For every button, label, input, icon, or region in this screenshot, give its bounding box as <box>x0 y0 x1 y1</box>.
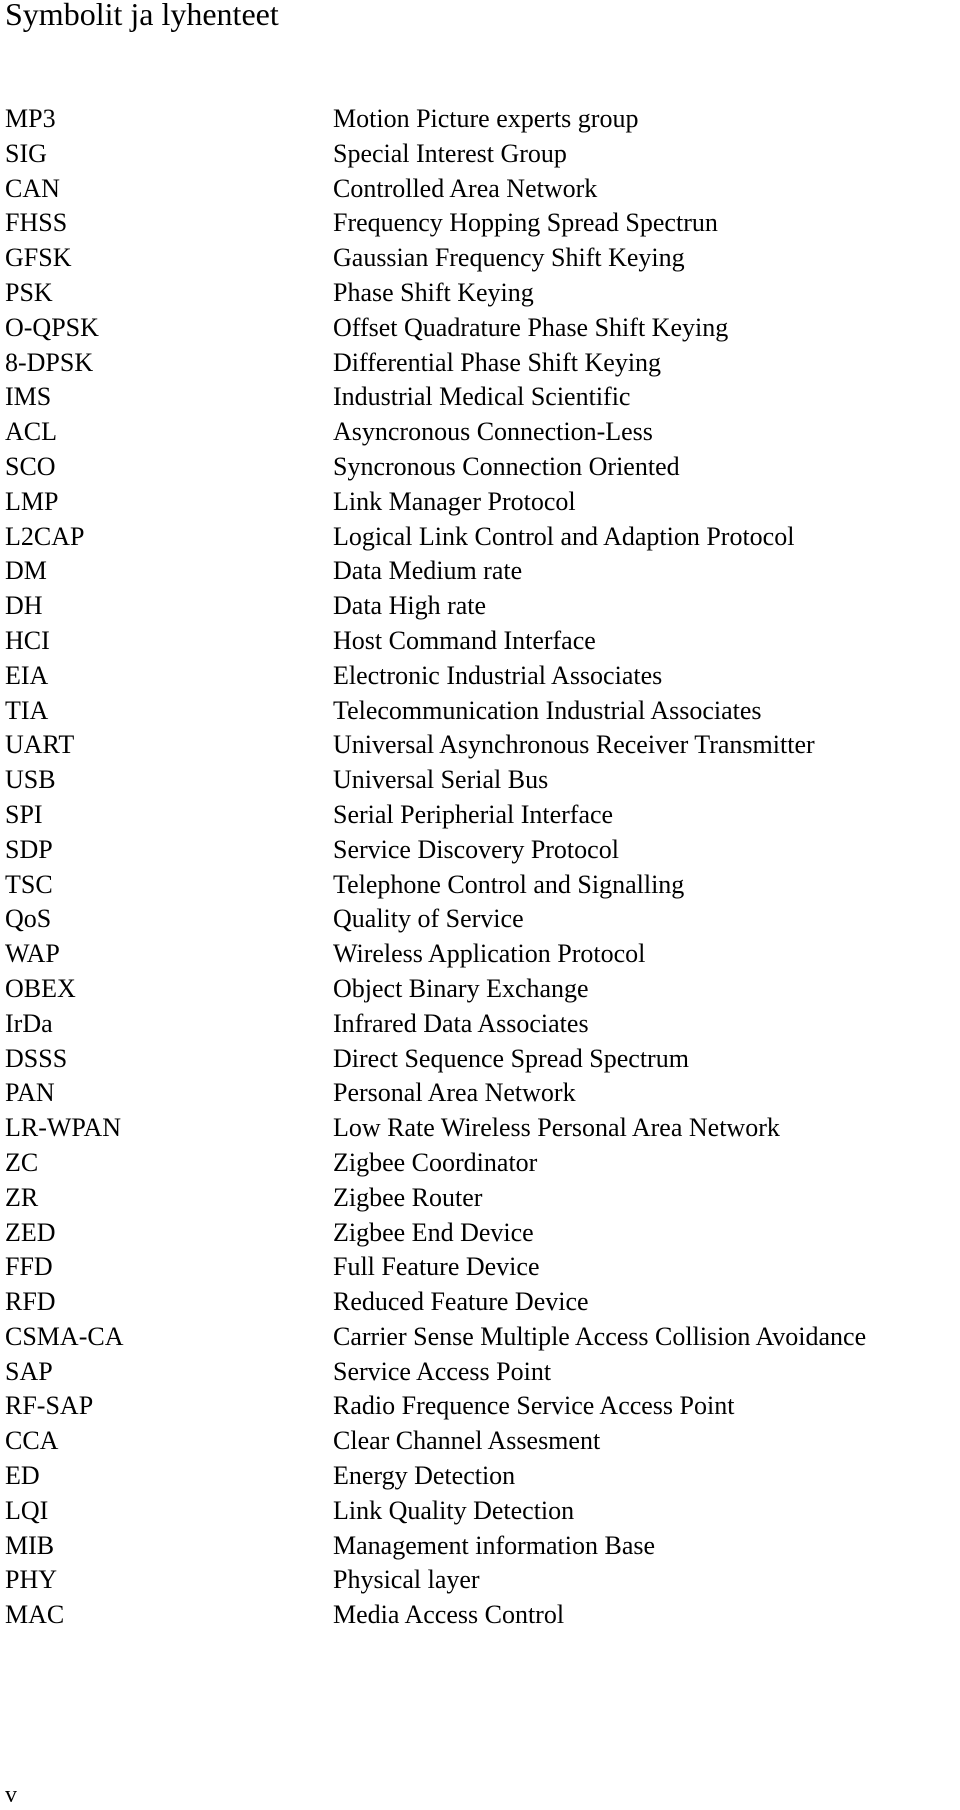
abbreviation-row <box>5 1598 960 1633</box>
definition: Offset Quadrature Phase Shift Keying <box>333 312 729 342</box>
abbreviation-row <box>5 624 960 659</box>
definition: Frequency Hopping Spread Spectrun <box>333 208 718 238</box>
abbreviation-row <box>5 102 960 137</box>
definition: Industrial Medical Scientific <box>333 382 631 412</box>
definition: Data Medium rate <box>333 556 523 586</box>
abbreviation: SCO <box>5 451 56 481</box>
abbreviation: ED <box>5 1461 40 1491</box>
abbreviation: O-QPSK <box>5 312 99 342</box>
abbreviation: ACL <box>5 417 57 447</box>
definition: Asyncronous Connection-Less <box>333 417 653 447</box>
abbreviation: LR-WPAN <box>5 1113 122 1143</box>
abbreviation-row <box>5 1494 960 1529</box>
definition: Link Manager Protocol <box>333 486 576 516</box>
abbreviation-row <box>5 1320 960 1355</box>
abbreviation-row <box>5 1389 960 1424</box>
abbreviation-row <box>5 798 960 833</box>
abbreviation: MIB <box>5 1530 55 1560</box>
definition: Zigbee End Device <box>333 1217 534 1247</box>
abbreviation: HCI <box>5 625 50 655</box>
definition: Infrared Data Associates <box>333 1008 589 1038</box>
abbreviation: LMP <box>5 486 59 516</box>
definition: Zigbee Router <box>333 1182 483 1212</box>
abbreviation-row <box>5 1563 960 1598</box>
abbreviation-row <box>5 554 960 589</box>
definition: Personal Area Network <box>333 1078 576 1108</box>
definition: Energy Detection <box>333 1461 516 1491</box>
abbreviation-row <box>5 1146 960 1181</box>
abbreviation: IMS <box>5 382 52 412</box>
abbreviation-row <box>5 311 960 346</box>
abbreviation-row <box>5 485 960 520</box>
abbreviation-row <box>5 937 960 972</box>
definition: Object Binary Exchange <box>333 973 589 1003</box>
abbreviation: FHSS <box>5 208 68 238</box>
abbreviation: DSSS <box>5 1043 68 1073</box>
abbreviation: MAC <box>5 1600 65 1630</box>
definition: Serial Peripherial Interface <box>333 799 614 829</box>
abbreviation-row <box>5 520 960 555</box>
definition: Carrier Sense Multiple Access Collision Avoidance <box>333 1321 867 1351</box>
abbreviation: DM <box>5 556 47 586</box>
abbreviation-row <box>5 137 960 172</box>
definition: Direct Sequence Spread Spectrum <box>333 1043 689 1073</box>
definition: Data High rate <box>333 591 487 621</box>
abbreviation: RFD <box>5 1287 56 1317</box>
definition: Wireless Application Protocol <box>333 939 646 969</box>
definition: Special Interest Group <box>333 138 567 168</box>
abbreviation-row <box>5 728 960 763</box>
abbreviation: PAN <box>5 1078 55 1108</box>
abbreviation: CAN <box>5 173 60 203</box>
definition: Universal Serial Bus <box>333 765 549 795</box>
definition: Gaussian Frequency Shift Keying <box>333 243 685 273</box>
abbreviation: ZC <box>5 1147 39 1177</box>
definition: Universal Asynchronous Receiver Transmitter <box>333 730 815 760</box>
abbreviation: SPI <box>5 799 43 829</box>
definition: Controlled Area Network <box>333 173 598 203</box>
definition: Management information Base <box>333 1530 656 1560</box>
abbreviation: FFD <box>5 1252 53 1282</box>
abbreviation-row <box>5 450 960 485</box>
definition: Link Quality Detection <box>333 1495 575 1525</box>
definition: Service Access Point <box>333 1356 552 1386</box>
abbreviation-row <box>5 346 960 381</box>
abbreviation: ZED <box>5 1217 56 1247</box>
abbreviation-row <box>5 276 960 311</box>
definition: Electronic Industrial Associates <box>333 660 663 690</box>
definition: Telecommunication Industrial Associates <box>333 695 762 725</box>
abbreviation-row <box>5 172 960 207</box>
abbreviation-row <box>5 1459 960 1494</box>
definition: Syncronous Connection Oriented <box>333 451 680 481</box>
abbreviation-row <box>5 1007 960 1042</box>
abbreviation-row <box>5 1042 960 1077</box>
abbreviation-row <box>5 1216 960 1251</box>
abbreviation-row <box>5 1111 960 1146</box>
definition: Physical layer <box>333 1565 480 1595</box>
definition: Reduced Feature Device <box>333 1287 589 1317</box>
definition: Radio Frequence Service Access Point <box>333 1391 735 1421</box>
abbreviation-row <box>5 1529 960 1564</box>
definition: Telephone Control and Signalling <box>333 869 685 899</box>
abbreviation-list <box>5 102 960 1633</box>
abbreviation-row <box>5 833 960 868</box>
abbreviation: 8-DPSK <box>5 347 94 377</box>
abbreviation: SIG <box>5 138 47 168</box>
abbreviation: EIA <box>5 660 49 690</box>
abbreviation-row <box>5 1424 960 1459</box>
abbreviation: L2CAP <box>5 521 85 551</box>
abbreviation-row <box>5 902 960 937</box>
definition: Zigbee Coordinator <box>333 1147 538 1177</box>
abbreviation: IrDa <box>5 1008 53 1038</box>
abbreviation: ZR <box>5 1182 39 1212</box>
definition: Full Feature Device <box>333 1252 540 1282</box>
definition: Logical Link Control and Adaption Protocol <box>333 521 795 551</box>
abbreviation-row <box>5 1250 960 1285</box>
definition: Service Discovery Protocol <box>333 834 619 864</box>
abbreviation: TIA <box>5 695 49 725</box>
abbreviation-row <box>5 763 960 798</box>
abbreviation: LQI <box>5 1495 49 1525</box>
abbreviation: CCA <box>5 1426 59 1456</box>
definition: Motion Picture experts group <box>333 104 639 133</box>
abbreviation: GFSK <box>5 243 72 273</box>
abbreviation-row <box>5 1076 960 1111</box>
definition: Host Command Interface <box>333 625 596 655</box>
abbreviation: USB <box>5 765 56 795</box>
abbreviation-row <box>5 659 960 694</box>
abbreviation-row <box>5 380 960 415</box>
page-number: v <box>5 1782 17 1808</box>
page-title: Symbolit ja lyhenteet <box>5 0 279 32</box>
abbreviation: MP3 <box>5 104 56 133</box>
abbreviation: WAP <box>5 939 60 969</box>
definition: Phase Shift Keying <box>333 277 534 307</box>
abbreviation: PSK <box>5 277 53 307</box>
abbreviation: DH <box>5 591 43 621</box>
abbreviation-row <box>5 1355 960 1390</box>
abbreviation: UART <box>5 730 75 760</box>
abbreviation: SDP <box>5 834 53 864</box>
abbreviation: SAP <box>5 1356 53 1386</box>
abbreviation: PHY <box>5 1565 58 1595</box>
abbreviation-row <box>5 241 960 276</box>
abbreviation-row <box>5 1181 960 1216</box>
abbreviation-row <box>5 589 960 624</box>
abbreviation-row <box>5 868 960 903</box>
definition: Quality of Service <box>333 904 524 934</box>
abbreviation: OBEX <box>5 973 76 1003</box>
definition: Differential Phase Shift Keying <box>333 347 662 377</box>
abbreviation: QoS <box>5 904 52 934</box>
abbreviation-row <box>5 972 960 1007</box>
abbreviation: TSC <box>5 869 53 899</box>
abbreviation-row <box>5 694 960 729</box>
abbreviation: CSMA-CA <box>5 1321 124 1351</box>
abbreviation-row <box>5 1285 960 1320</box>
abbreviation-row <box>5 415 960 450</box>
definition: Low Rate Wireless Personal Area Network <box>333 1113 780 1143</box>
abbreviation-row <box>5 206 960 241</box>
abbreviation: RF-SAP <box>5 1391 94 1421</box>
definition: Media Access Control <box>333 1600 565 1630</box>
definition: Clear Channel Assesment <box>333 1426 601 1456</box>
